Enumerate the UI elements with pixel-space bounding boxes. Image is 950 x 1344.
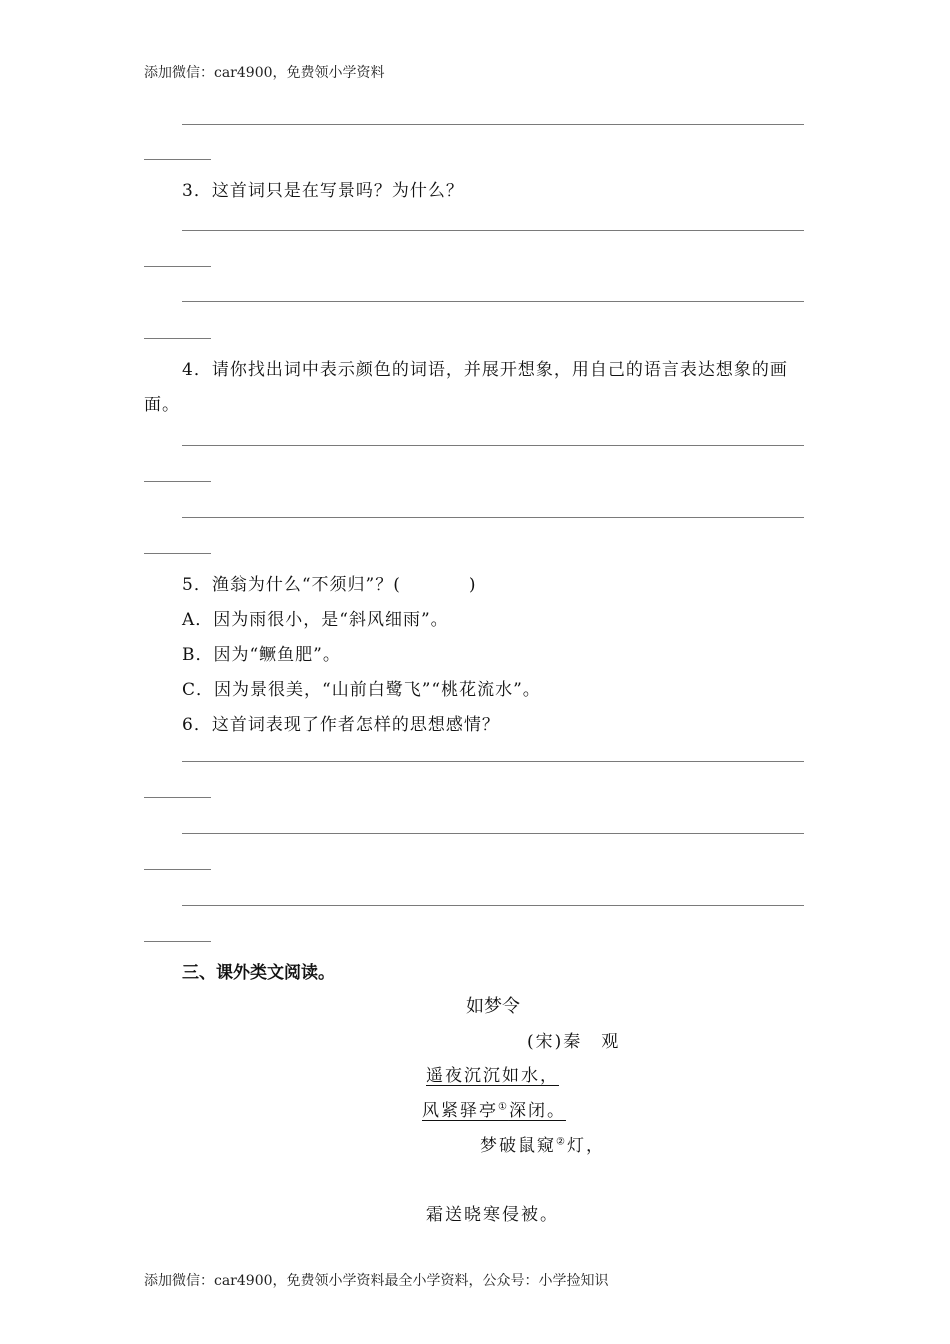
poem-line-2-text-end: 深闭。 <box>508 1101 566 1121</box>
question-5-text: 5．渔翁为什么“不须归”？( <box>182 575 401 595</box>
section-heading: 三、课外类文阅读。 <box>182 963 335 983</box>
answer-line <box>182 905 804 906</box>
option-b: B．因为“鳜鱼肥”。 <box>182 645 341 665</box>
option-a: A．因为雨很小，是“斜风细雨”。 <box>182 610 449 630</box>
question-3: 3．这首词只是在写景吗？为什么？ <box>182 181 464 201</box>
answer-line-short <box>144 553 211 554</box>
option-c: C．因为景很美，“山前白鹭飞”“桃花流水”。 <box>182 680 541 700</box>
answer-line <box>182 833 804 834</box>
question-4: 4．请你找出词中表示颜色的词语，并展开想象，用自己的语言表达想象的画面。 <box>144 360 788 415</box>
answer-line-short <box>144 481 211 482</box>
poem-line-4: 霜送晓寒侵被。 <box>426 1205 559 1225</box>
answer-line-short <box>144 338 211 339</box>
answer-line <box>182 301 804 302</box>
poem-line-2-text: 风紧驿亭 <box>422 1101 498 1121</box>
poem-line-3-text-end: 灯， <box>566 1136 605 1156</box>
poem-line-3 <box>480 1131 605 1156</box>
answer-line <box>182 761 804 762</box>
answer-line-short <box>144 797 211 798</box>
page-header: 添加微信：car4900，免费领小学资料 <box>144 65 385 81</box>
question-5-close: ) <box>468 575 477 595</box>
answer-line-short <box>144 941 211 942</box>
poem-author: (宋)秦 观 <box>527 1032 621 1052</box>
poem-line-2 <box>422 1096 566 1121</box>
question-6: 6．这首词表现了作者怎样的思想感情？ <box>182 715 500 735</box>
answer-line <box>182 230 804 231</box>
answer-line-short <box>144 869 211 870</box>
answer-line <box>182 517 804 518</box>
answer-line-short <box>144 266 211 267</box>
footnote-marker-1: ① <box>498 1101 509 1113</box>
answer-line <box>182 124 804 125</box>
answer-line-short <box>144 159 211 160</box>
footnote-marker-2: ② <box>556 1136 567 1148</box>
question-5 <box>182 570 476 595</box>
page-footer: 添加微信：car4900，免费领小学资料最全小学资料，公众号：小学捡知识 <box>144 1273 609 1289</box>
poem-title: 如梦令 <box>466 996 520 1017</box>
poem-line-3-text: 梦破鼠窥 <box>480 1136 556 1156</box>
poem-line-1: 遥夜沉沉如水， <box>426 1066 559 1086</box>
answer-line <box>182 445 804 446</box>
